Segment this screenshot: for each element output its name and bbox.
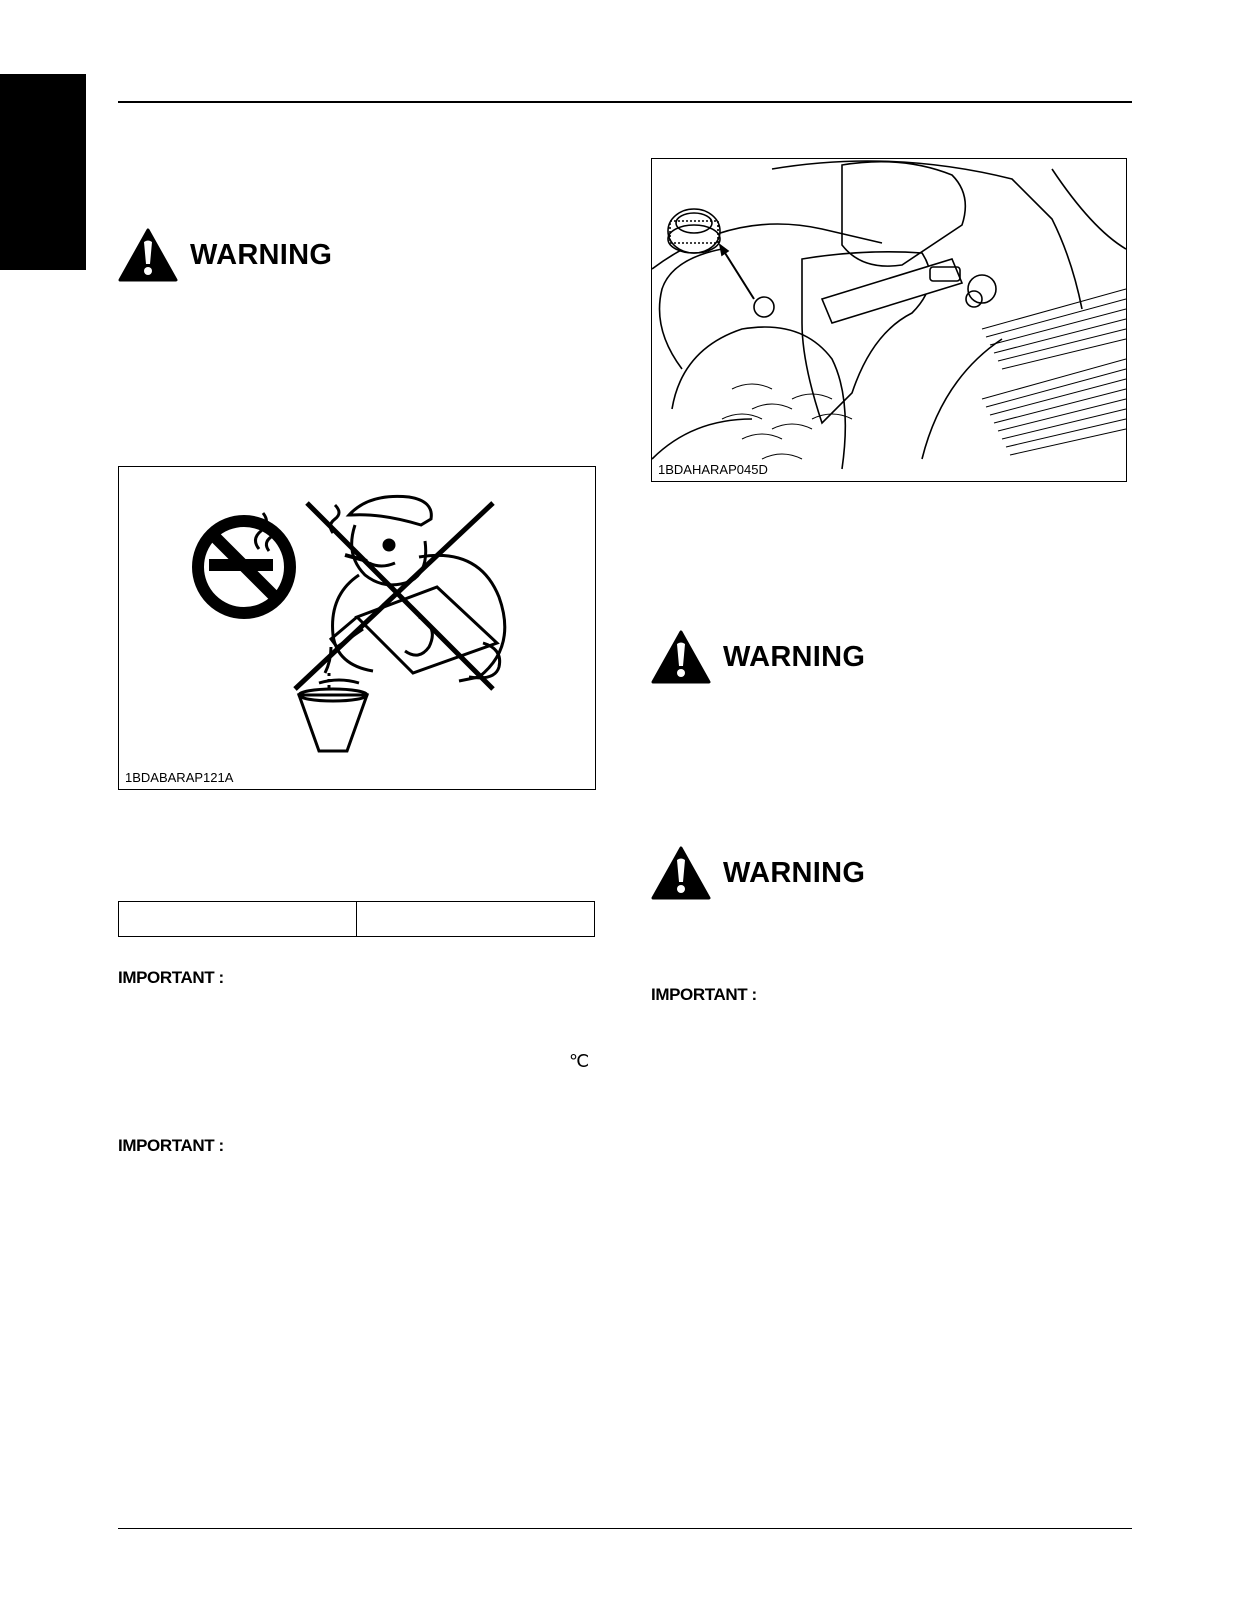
warning-triangle-icon xyxy=(651,630,711,684)
warning-label: WARNING xyxy=(723,856,866,889)
warning-label: WARNING xyxy=(723,640,866,673)
warning-label: WARNING xyxy=(190,238,333,271)
warning-heading-1 xyxy=(118,228,332,282)
important-note-1: IMPORTANT : xyxy=(118,968,224,987)
figure-no-smoking xyxy=(118,466,596,790)
figure-code: 1BDAHARAP045D xyxy=(658,462,768,477)
fuel-spec-table xyxy=(118,901,595,937)
figure-callout-1 xyxy=(756,295,770,315)
fuel-tank-cap-illustration xyxy=(652,159,1126,481)
table-cell-label xyxy=(119,902,357,937)
no-smoking-sign-icon xyxy=(198,513,290,613)
warning-triangle-icon xyxy=(651,846,711,900)
table-row xyxy=(119,902,595,937)
person-pouring-fuel xyxy=(299,496,505,751)
warning-triangle-icon xyxy=(118,228,178,282)
celsius-unit: ℃ xyxy=(569,1051,590,1071)
figure-fuel-cap xyxy=(651,158,1127,482)
figure-code: 1BDABARAP121A xyxy=(125,770,234,785)
footer-rule xyxy=(118,1528,1132,1529)
fuel-cap-icon xyxy=(668,209,720,253)
warning-heading-3 xyxy=(651,846,865,900)
header-rule xyxy=(118,101,1132,103)
section-tab xyxy=(0,74,86,270)
important-note-3: IMPORTANT : xyxy=(651,985,757,1004)
table-cell-value xyxy=(357,902,595,937)
important-note-2: IMPORTANT : xyxy=(118,1136,224,1155)
prohibited-cross-icon xyxy=(295,503,493,689)
no-smoking-refuel-illustration xyxy=(119,467,595,789)
warning-heading-2 xyxy=(651,630,865,684)
